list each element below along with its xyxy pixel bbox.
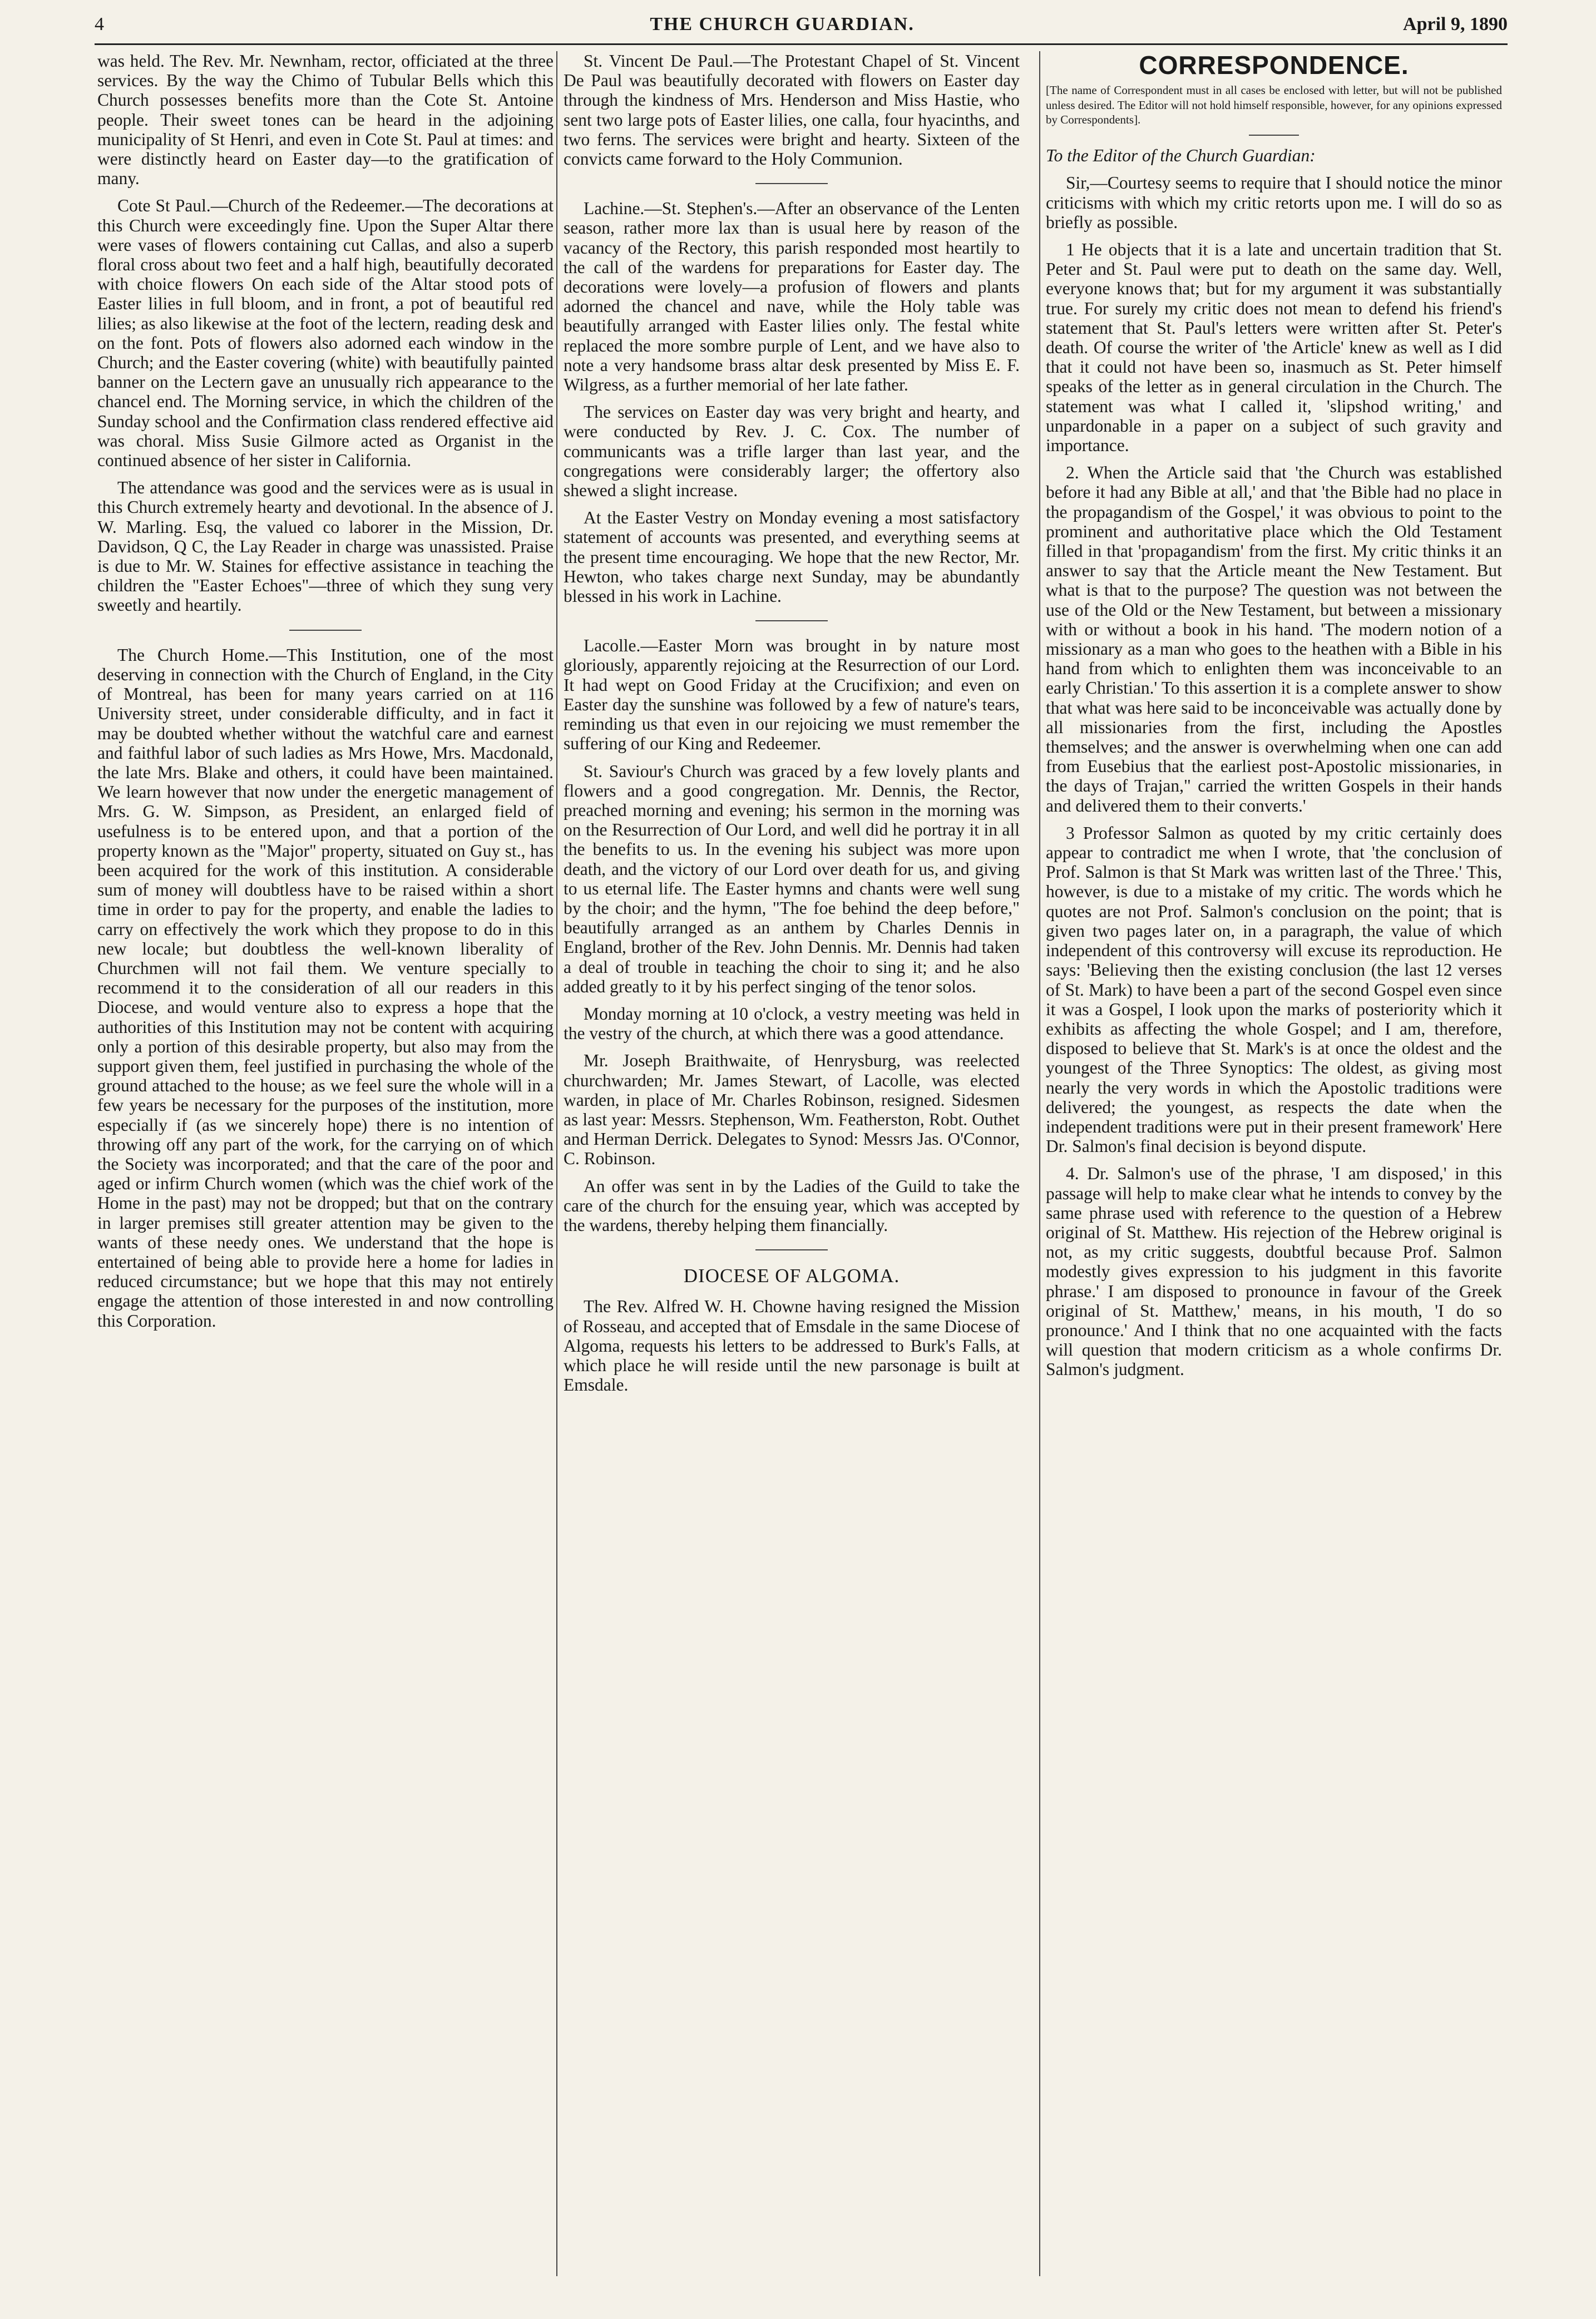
section-separator [1249, 135, 1299, 136]
section-separator [755, 1249, 828, 1250]
letter-paragraph: 1 He objects that it is a late and uncertain tradition that St. Peter and St. Paul were put to death on the same day. Well, everyone knows that; but for my argument it was substantially true. For surely my critic does not mean to defend his friend's statement that St. Paul's letters were written after St. Peter's death. Of course the writer of 'the Article' knew as well as I did that it could not have been so, inasmuch as St. Peter himself speaks of the letter as in general circulation in the Church. The statement was what I called it, 'slipshod writing,' and unpardonable in a paper on a subject of such gravity and importance. [1046, 239, 1502, 456]
article-paragraph: The services on Easter day was very bright and hearty, and were conducted by Rev. J. C. Cox. The number of communicants was a trifle larger than last year, and the congregations were considerably larger; the offertory also shewed a slight increase. [564, 402, 1020, 501]
column-3 [1046, 51, 1502, 1387]
section-separator [755, 620, 828, 621]
column-divider-1 [556, 51, 557, 2276]
column-divider-2 [1039, 51, 1040, 2276]
letter-paragraph: 3 Professor Salmon as quoted by my critic certainly does appear to contradict me when I wrote, that 'the conclusion of Prof. Salmon is that St Mark was written last of the Three.' This, however, is due to a mistake of my critic. The words which he quotes are not Prof. Salmon's conclusion on the point; that is given two pages later on, in a paragraph, the value of which independent of this controversy will excuse its reproduction. He says: 'Believing then the existing conclusion (the last 12 verses of St. Mark) to have been a part of the second Gospel even since it was a Gospel, I look upon the marks of posteriority which it exhibits as affecting the whole Gospel; and I am, therefore, disposed to believe that St. Mark's is at once the oldest and the youngest of the Three Synoptics: The oldest, as giving most nearly the very words in which the Apostolic traditions were delivered; the youngest, as respects the date when the independent traditions were put in their present framework' Here Dr. Salmon's final decision is beyond dispute. [1046, 823, 1502, 1156]
article-paragraph: The attendance was good and the services were as is usual in this Church extremely hearty and devotional. In the absence of J. W. Marling. Esq, the valued co laborer in the Mission, Dr. Davidson, Q C, the Lay Reader in charge was unassisted. Praise is due to Mr. W. Staines for effective assistance in teaching the children the "Easter Echoes"—three of which they sung very sweetly and heartily. [97, 478, 554, 615]
letter-paragraph: 4. Dr. Salmon's use of the phrase, 'I am disposed,' in this passage will help to make clear what he intends to convey by the same phrase used with reference to the question of a Hebrew original of St. Matthew. His rejection of the Hebrew original is not, as my critic suggests, doubtful because Prof. Salmon modestly gives expression to his judgment in this favorite phrase.' I am disposed to pronounce in favour of the Greek original of St. Matthew,' means, in his mouth, 'I do so pronounce.' And I think that no one acquainted with the facts will question that modern criticism as a whole confirms Dr. Salmon's judgment. [1046, 1164, 1502, 1379]
issue-date: April 9, 1890 [1403, 14, 1508, 34]
section-separator [289, 630, 362, 631]
header-rule [95, 43, 1508, 45]
correspondence-title: CORRESPONDENCE. [1139, 51, 1409, 80]
masthead: THE CHURCH GUARDIAN. [650, 14, 915, 34]
article-paragraph: Cote St Paul.—Church of the Redeemer.—The decorations at this Church were exceedingly fine. Upon the Super Altar there were vases of flowers containing cut Callas, and also a superb floral cross about two feet and a half high, beautifully decorated with choice flowers On each side of the Altar stood pots of Easter lilies in full bloom, and in front, a pot of beautiful red lilies; as also likewise at the foot of the lectern, reading desk and on the font. Pots of flowers also adorned each window in the Church; and the Easter covering (white) with beautifully painted banner on the Lectern gave an unusually rich appearance to the chancel end. The Morning service, in which the children of the Sunday school and the Confirmation class rendered effective aid was choral. Miss Susie Gilmore acted as Organist in the continued absence of her sister in California. [97, 196, 554, 471]
article-paragraph: At the Easter Vestry on Monday evening a most satisfactory statement of accounts was presented, and everything seems at the present time encouraging. We hope that the new Rector, Mr. Hewton, who takes charge next Sunday, may be abundantly blessed in his work in Lachine. [564, 508, 1020, 606]
section-separator [755, 183, 828, 184]
letter-paragraph: Sir,—Courtesy seems to require that I should notice the minor criticisms with which my critic retorts upon me. I will do so as briefly as possible. [1046, 173, 1502, 232]
article-paragraph: was held. The Rev. Mr. Newnham, rector, officiated at the three services. By the way the Chimo of Tubular Bells which this Church possesses benefits more than the Cote St. Antoine people. Their sweet tones can be heard in the adjoining municipality of St Henri, and even in Cote St. Paul at times: and were distinctly heard on Easter day—to the gratification of many. [97, 51, 554, 189]
article-paragraph: Lacolle.—Easter Morn was brought in by nature most gloriously, apparently rejoicing at the Resurrection of our Lord. It had wept on Good Friday at the Crucifixion; and even on Easter day the sunshine was followed by a few of nature's tears, reminding us that even in our rejoicing we must remember the suffering of our King and Redeemer. [564, 636, 1020, 754]
article-paragraph: Monday morning at 10 o'clock, a vestry meeting was held in the vestry of the church, at which there was a good attendance. [564, 1003, 1020, 1044]
article-paragraph: Lachine.—St. Stephen's.—After an observance of the Lenten season, rather more lax than is usual here by reason of the vacancy of the Rectory, this parish responded most heartily to the call of the wardens for preparations for Easter day. The decorations were lovely—a profusion of flowers and plants adorned the chancel and nave, while the Holy table was beautifully arranged with Easter lilies only. The festal white replaced the more sombre purple of Lent, and we have also to note a very handsome brass altar desk presented by Miss E. F. Wilgress, as a further memorial of her late father. [564, 199, 1020, 395]
article-paragraph: An offer was sent in by the Ladies of the Guild to take the care of the church for the ensuing year, which was accepted by the wardens, thereby helping them financially. [564, 1176, 1020, 1235]
section-heading: DIOCESE OF ALGOMA. [683, 1265, 900, 1287]
page-number: 4 [95, 14, 104, 34]
letter-paragraph: 2. When the Article said that 'the Church was established before it had any Bible at all,' and that 'the Bible had no place in the propagandism of the Gospel,' it was obvious to point to the prominent and authoritative place which the Old Testament filled in that 'propagandism' from the first. My critic thinks it an answer to say that the Article meant the New Testament. But what is that to the purpose? The question was not between the use of the Old or the New Testament, but between a missionary with or without a book in his hand. 'The modern notion of a missionary as a man who goes to the heathen with a Bible in his hand from which to enlighten them was inconceivable to an early Christian.' To this assertion it is a complete answer to show that what was here said to be inconceivable was actually done by all missionaries from the first, including the Apostles themselves; and the answer is overwhelming when one can add from Eusebius that the earliest post-Apostolic missionaries, in the days of Trajan," carried the written Gospels in their hands and delivered them to their converts.' [1046, 463, 1502, 815]
page-header [95, 8, 1508, 41]
correspondence-note: [The name of Correspondent must in all cases be enclosed with letter, but will not be published unless desired. The Editor will not hold himself responsible, however, for any opinions expressed by Correspondents]. [1046, 83, 1502, 126]
column-1 [97, 51, 554, 1338]
article-paragraph: St. Saviour's Church was graced by a few lovely plants and flowers and a good congregation. Mr. Dennis, the Rector, preached morning and evening; his sermon in the morning was on the Resurrection of Our Lord, and well did he portray it in all the benefits to us. In the evening his subject was more upon death, and the victory of our Lord over death for us, and giving to us eternal life. The Easter hymns and chants were well sung by the choir; and the hymn, "The foe behind the deep before," beautifully arranged as an anthem by Charles Dennis in England, brother of the Rev. John Dennis. Mr. Dennis had taken a deal of trouble in teaching the choir to sing it; and he also added greatly to it by his perfect singing of the tenor solos. [564, 761, 1020, 996]
article-paragraph: The Church Home.—This Institution, one of the most deserving in connection with the Church of England, in the City of Montreal, has been for many years carried on at 116 University street, under considerable difficulty, and in fact it may be doubted whether without the watchful care and earnest and faithful labor of such ladies as Mrs Howe, Mrs. Macdonald, the late Mrs. Blake and others, it could have been maintained. We learn however that now under the energetic management of Mrs. G. W. Simpson, as President, an enlarged field of usefulness is to be entered upon, and that a portion of the property known as the "Major" property, situated on Guy st., has been acquired for the work of this institution. A considerable sum of money will doubtless have to be raised within a short time in order to pay for the property, and enable the ladies to carry on effectively the work which they propose to do in this new locale; but doubtless the well-known liberality of Churchmen will not fail them. We venture specially to recommend it to the consideration of all our readers in this Diocese, and would venture also to express a hope that the authorities of this Institution may not be content with acquiring only a portion of this desirable property, but also may from the support given them, feel justified in purchasing the whole of the ground attached to the house; as we feel sure the whole will in a few years be necessary for the purposes of the institution, more especially if (as we sincerely hope) there is no intention of throwing off any part of the work, for the carrying on of which the Society was incorporated; and that the care of the poor and aged or infirm Church women (which was the chief work of the Home in the past) may not be dropped; but that on the contrary in larger premises still greater attention may be given to the wants of these needy ones. We understand that the hope is entertained of being able to provide here a home for ladies in reduced circumstance; but we hope that this may not entirely engage the attention of those interested in and now controlling this Corporation. [97, 645, 554, 1331]
salutation: To the Editor of the Church Guardian: [1046, 146, 1316, 166]
column-2 [564, 51, 1020, 1402]
article-paragraph: St. Vincent De Paul.—The Protestant Chapel of St. Vincent De Paul was beautifully decorated with flowers on Easter day through the kindness of Mrs. Henderson and Miss Hastie, who sent two large pots of Easter lilies, one calla, four hyacinths, and two ferns. The services were bright and hearty. Sixteen of the convicts came forward to the Holy Communion. [564, 51, 1020, 169]
article-paragraph: The Rev. Alfred W. H. Chowne having resigned the Mission of Rosseau, and accepted that of Emsdale in the same Diocese of Algoma, requests his letters to be addressed to Burk's Falls, at which place he will reside until the new parsonage is built at Emsdale. [564, 1297, 1020, 1395]
article-paragraph: Mr. Joseph Braithwaite, of Henrysburg, was reelected churchwarden; Mr. James Stewart, of Lacolle, was elected warden, in place of Mr. Charles Robinson, resigned. Sidesmen as last year: Messrs. Stephenson, Wm. Featherston, Robt. Outhet and Herman Derrick. Delegates to Synod: Messrs Jas. O'Connor, C. Robinson. [564, 1051, 1020, 1169]
